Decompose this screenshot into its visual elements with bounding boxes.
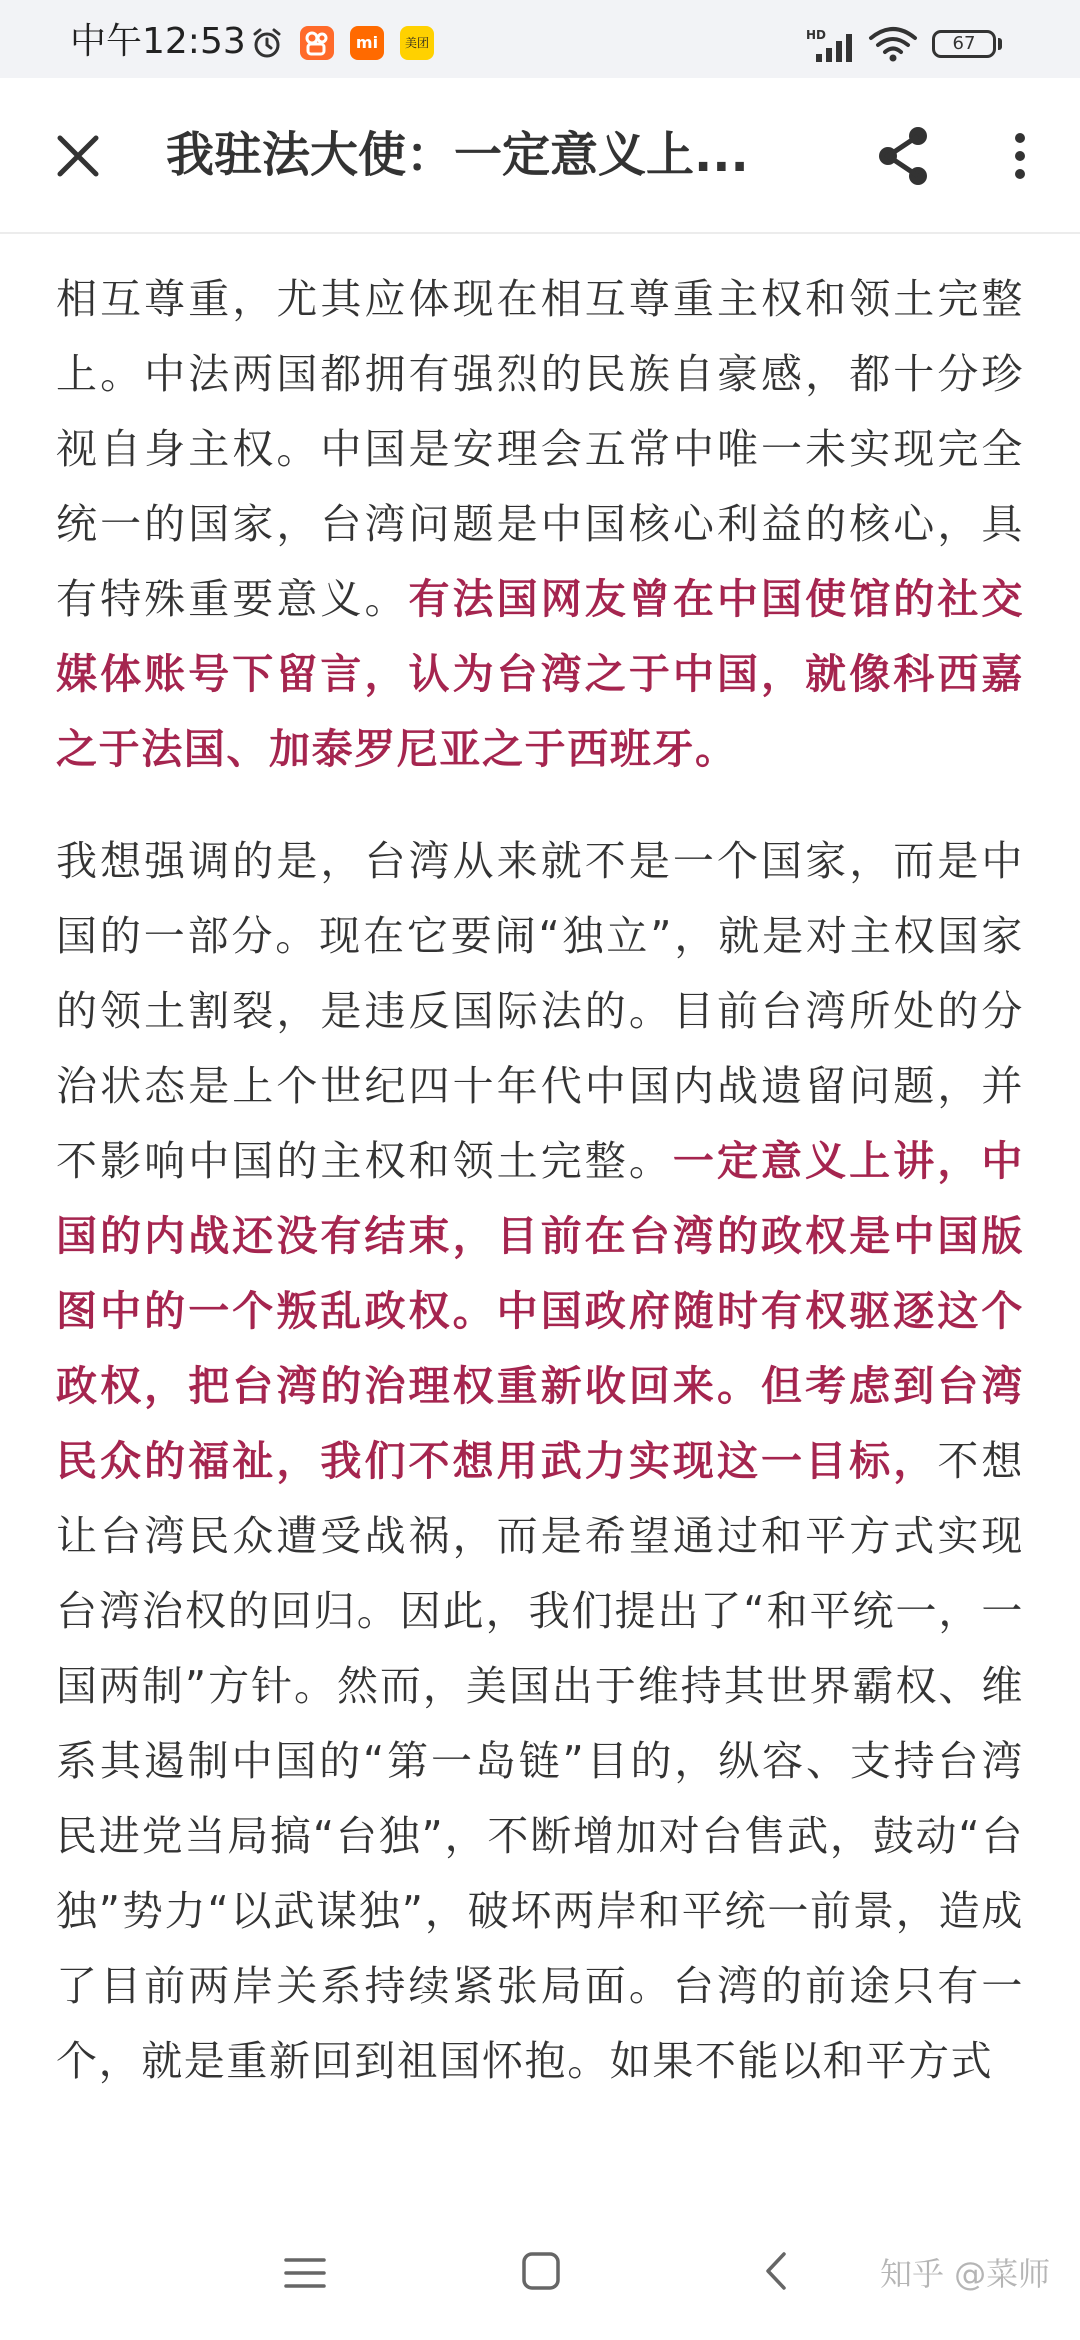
share-button[interactable]: [870, 120, 940, 190]
hd-label: HD: [806, 28, 827, 42]
wifi-icon: [868, 26, 918, 68]
more-vertical-icon: [1000, 120, 1040, 190]
article-paragraph-1: [56, 262, 1024, 787]
nav-home-button[interactable]: [518, 2248, 564, 2294]
home-icon: [518, 2248, 564, 2294]
battery-tip: [998, 38, 1002, 50]
alarm-clock-icon: [250, 26, 284, 60]
status-time: 中午12:53: [70, 21, 246, 62]
kuaishou-app-icon: [300, 26, 334, 60]
navigation-bar: [0, 2214, 1080, 2340]
highlighted-text: 有法国网友曾在中国使馆的社交媒体账号下留言，认为台湾之于中国，就像科西嘉之于法国、加泰罗尼亚之于西班牙。: [56, 575, 1024, 773]
more-options-button[interactable]: [1000, 120, 1040, 190]
signal-icon: [814, 28, 860, 68]
nav-back-button[interactable]: [754, 2248, 800, 2294]
article-fade: [0, 2150, 1080, 2214]
menu-icon: [282, 2250, 328, 2296]
highlighted-text: 一定意义上讲，中国的内战还没有结束，目前在台湾的政权是中国版图中的一个叛乱政权。中国政府随时有权驱逐这个政权，把台湾的治理权重新收回来。但考虑到台湾民众的福祉，我们不想用武力实现这一目标，: [56, 1137, 1024, 1485]
meituan-app-icon: 美团: [400, 26, 434, 60]
status-bar: [0, 0, 1080, 78]
close-button[interactable]: [44, 120, 114, 190]
app-bar: [0, 78, 1080, 234]
paragraph-text: 我想强调的是，台湾从来就不是一个国家，而是中国的一部分。现在它要闹“独立”，就是对主权国家的领土割裂，是违反国际法的。目前台湾所处的分治状态是上个世纪四十年代中国内战遗留问题，并不影响中国的主权和领土完整。: [56, 837, 1024, 1185]
nav-menu-button[interactable]: [282, 2250, 328, 2296]
close-icon: [44, 120, 114, 190]
zhihu-watermark: 知乎 @菜师: [880, 2255, 1051, 2293]
article-body: [56, 262, 1024, 2210]
paragraph-text: 相互尊重，尤其应体现在相互尊重主权和领土完整上。中法两国都拥有强烈的民族自豪感，都十分珍视自身主权。中国是安理会五常中唯一未实现完全统一的国家，台湾问题是中国核心利益的核心，具有特殊重要意义。: [56, 275, 1024, 623]
battery-indicator: 67: [932, 30, 996, 58]
paragraph-text: 不想让台湾民众遭受战祸，而是希望通过和平方式实现台湾治权的回归。因此，我们提出了“和平统一，一国两制”方针。然而，美国出于维持其世界霸权、维系其遏制中国的“第一岛链”目的，纵容、支持台湾民进党当局搞“台独”，不断增加对台售武，鼓动“台独”势力“以武谋独”，破坏两岸和平统一前景，造成了目前两岸关系持续紧张局面。台湾的前途只有一个，就是重新回到祖国怀抱。如果不能以和平方式: [56, 1437, 1024, 2085]
article-paragraph-2: [56, 824, 1024, 2099]
back-icon: [754, 2248, 800, 2294]
share-icon: [870, 120, 940, 190]
mi-app-icon: mi: [350, 26, 384, 60]
page-title: 我驻法大使：一定意义上...: [166, 127, 749, 183]
